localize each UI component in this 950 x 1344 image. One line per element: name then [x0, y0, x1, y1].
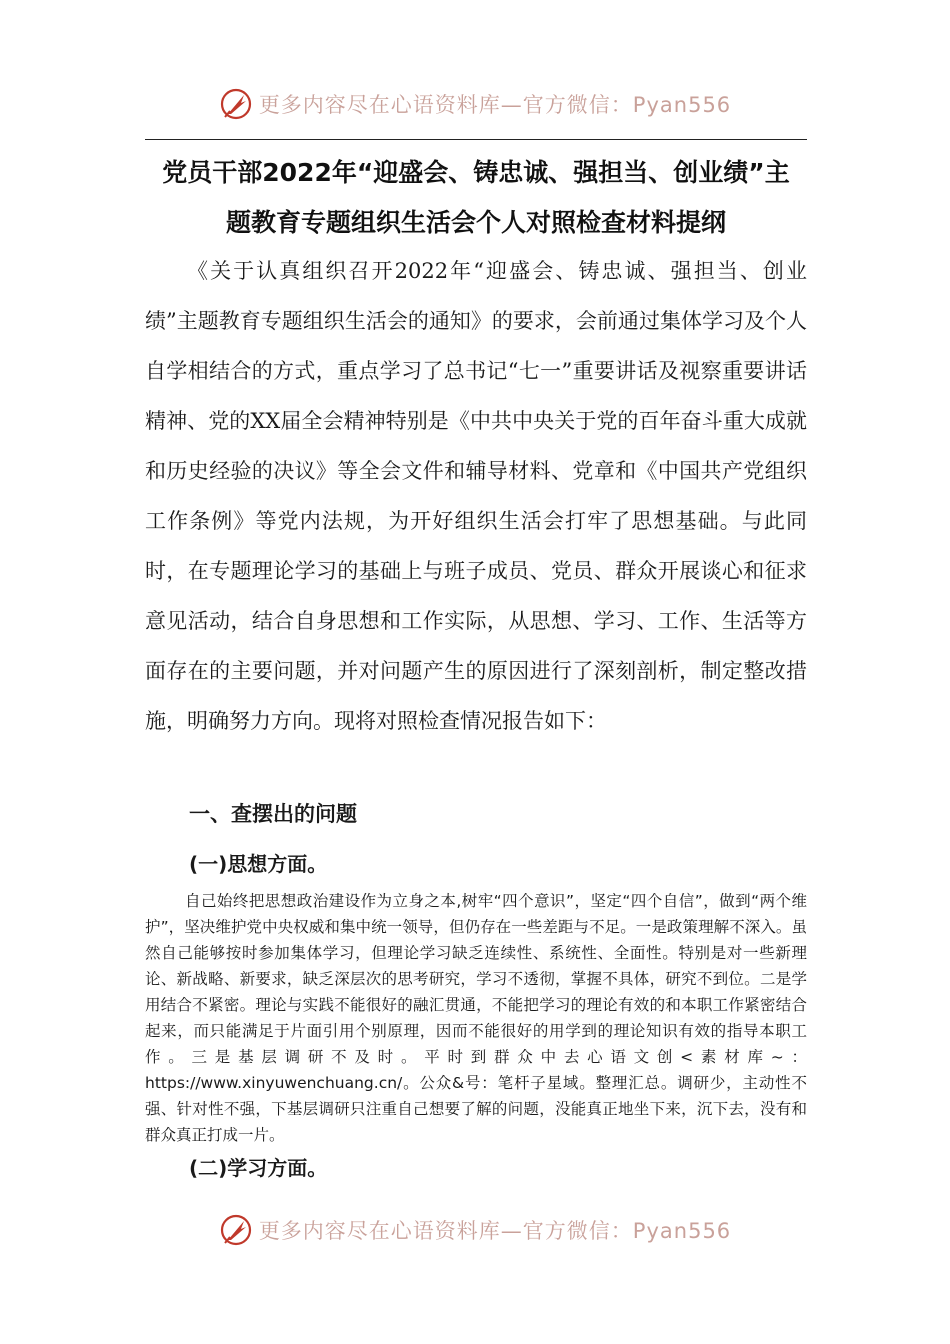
intro-paragraph: 《关于认真组织召开2022年“迎盛会、铸忠诚、强担当、创业绩”主题教育专题组织生活会的通知》的要求，会前通过集体学习及个人自学相结合的方式，重点学习了总书记“七一”重要讲话及视察重要讲话精神、党的XX届全会精神特别是《中共中央关于党的百年奋斗重大成就和历史经验的决议》等全会文件和辅导材料、党章和《中国共产党组织工作条例》等党内法规，为开好组织生活会打牢了思想基础。与此同时，在专题理论学习的基础上与班子成员、党员、群众开展谈心和征求意见活动，结合自身思想和工作实际，从思想、学习、工作、生活等方面存在的主要问题，并对问题产生的原因进行了深刻剖析，制定整改措施，明确努力方向。现将对照检查情况报告如下：: [145, 259, 807, 733]
header-rule: [145, 139, 807, 140]
intro-section: [145, 246, 807, 746]
watermark-bottom: [0, 1210, 950, 1250]
section-heading-problems: 一、查摆出的问题: [189, 802, 357, 826]
thought-section-body: [145, 888, 807, 1148]
subheading-thought: (一)思想方面。: [189, 852, 328, 876]
thought-paragraph: 自己始终把思想政治建设作为立身之本,树牢“四个意识”，坚定“四个自信”，做到“两个维护”，坚决维护党中央权威和集中统一领导，但仍存在一些差距与不足。一是政策理解不深入。虽然自己能够按时参加集体学习，但理论学习缺乏连续性、系统性、全面性。特别是对一些新理论、新战略、新要求，缺乏深层次的思考研究，学习不透彻，掌握不具体，研究不到位。二是学用结合不紧密。理论与实践不能很好的融汇贯通，不能把学习的理论有效的和本职工作紧密结合起来，而只能满足于片面引用个别原理，因而不能很好的用学到的理论知识有效的指导本职工作。三是基层调研不及时。平时到群众中去心语文创<素材库~：https://www.xinyuwenchuang.cn/。公众&号：笔杆子星域。整理汇总。调研少，主动性不强、针对性不强，下基层调研只注重自己想要了解的问题，没能真正地坐下来，沉下去，没有和群众真正打成一片。: [145, 892, 807, 1144]
watermark-text: 更多内容尽在心语资料库—官方微信：Pyan556: [258, 93, 732, 117]
watermark-top: [0, 84, 950, 124]
subheading-study: (二)学习方面。: [189, 1156, 328, 1180]
watermark-text: 更多内容尽在心语资料库—官方微信：Pyan556: [258, 1219, 732, 1243]
quill-pen-icon: [219, 1213, 253, 1247]
title-line-1: 党员干部2022年“迎盛会、铸忠诚、强担当、创业绩”主: [162, 158, 790, 187]
quill-pen-icon: [219, 87, 253, 121]
title-line-2: 题教育专题组织生活会个人对照检查材料提纲: [225, 208, 726, 237]
document-title: [145, 148, 807, 248]
